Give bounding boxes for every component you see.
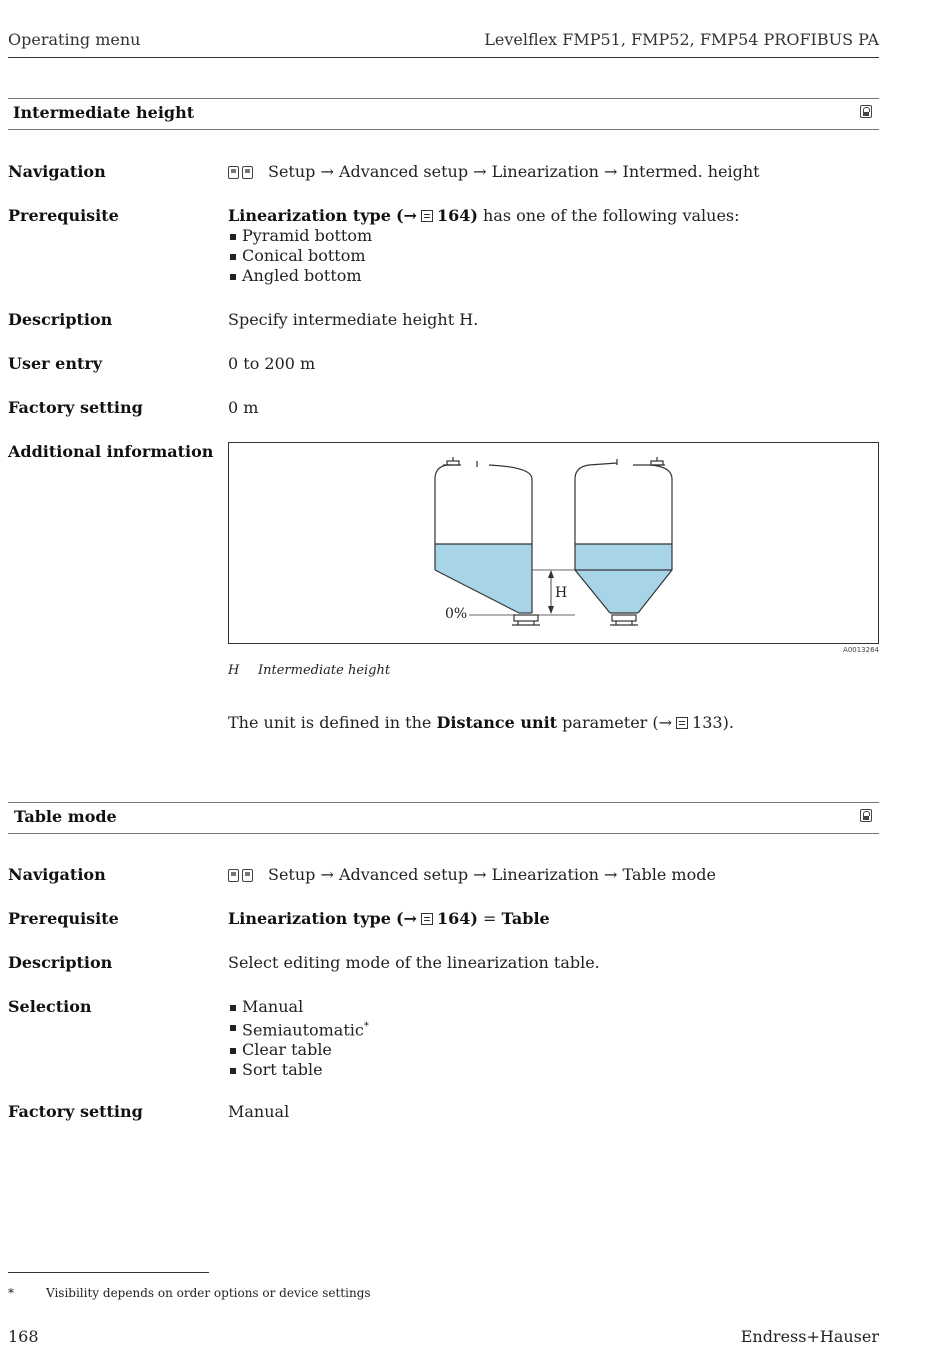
prerequisite-table-value: Table <box>501 909 550 928</box>
footnote-marker: * <box>8 1286 14 1300</box>
header-right: Levelflex FMP51, FMP52, FMP54 PROFIBUS PA <box>484 30 879 49</box>
factory-setting-value: 0 m <box>228 398 259 417</box>
prerequisite-item: Angled bottom <box>228 266 740 286</box>
footnote-text: Visibility depends on order options or device settings <box>46 1286 371 1300</box>
prerequisite-param-link[interactable]: Linearization type <box>228 909 391 928</box>
prerequisite-ref-page[interactable]: 164) <box>436 206 478 225</box>
footnote <box>8 1286 371 1300</box>
navigation-path: Setup → Advanced setup → Linearization → Table mode <box>268 865 716 884</box>
footnote-rule <box>8 1272 209 1273</box>
footnote-marker: * <box>363 1021 369 1032</box>
header-left: Operating menu <box>8 30 141 49</box>
unit-note <box>228 713 734 733</box>
user-entry-label: User entry <box>8 354 103 373</box>
section-bar-table-mode <box>8 802 879 834</box>
zero-percent-label: 0% <box>445 606 468 622</box>
figure-id: A0013264 <box>843 646 879 654</box>
unit-note-pre: The unit is defined in the <box>228 713 432 732</box>
description-value: Select editing mode of the linearization table. <box>228 953 600 972</box>
prerequisite-label: Prerequisite <box>8 909 119 928</box>
additional-information-label: Additional information <box>8 442 214 461</box>
lock-icon <box>860 809 872 822</box>
description-value: Specify intermediate height H. <box>228 310 479 329</box>
navigation-value <box>228 865 716 886</box>
prerequisite-equals: = <box>483 909 497 928</box>
page-number: 168 <box>8 1327 39 1346</box>
page-reference-icon <box>421 913 433 925</box>
navigation-value <box>228 162 760 183</box>
section-title: Table mode <box>14 807 117 826</box>
tank-diagram <box>229 443 878 643</box>
selection-item: Clear table <box>228 1040 369 1060</box>
keypad-icon <box>228 866 256 886</box>
unit-note-mid: parameter (→ <box>562 713 673 732</box>
prerequisite-item: Conical bottom <box>228 246 740 266</box>
prerequisite-param-link[interactable]: Linearization type <box>228 206 391 225</box>
section-bar-intermediate-height <box>8 98 879 130</box>
page-reference-icon <box>421 210 433 222</box>
selection-label: Selection <box>8 997 92 1016</box>
description-label: Description <box>8 953 113 972</box>
prerequisite-value <box>228 206 740 286</box>
factory-setting-label: Factory setting <box>8 1102 143 1121</box>
figure-caption <box>228 663 390 678</box>
header-rule <box>8 57 879 58</box>
prerequisite-ref-open: (→ <box>395 206 417 225</box>
page-reference-icon <box>676 717 688 729</box>
factory-setting-value: Manual <box>228 1102 290 1121</box>
selection-item: Manual <box>228 997 369 1017</box>
description-label: Description <box>8 310 113 329</box>
section-title: Intermediate height <box>13 103 195 122</box>
prerequisite-text: has one of the following values: <box>483 206 740 225</box>
selection-list <box>228 997 369 1080</box>
factory-setting-label: Factory setting <box>8 398 143 417</box>
height-h-label: H <box>555 585 568 601</box>
prerequisite-item: Pyramid bottom <box>228 226 740 246</box>
footer-brand: Endress+Hauser <box>740 1327 879 1346</box>
prerequisite-label: Prerequisite <box>8 206 119 225</box>
navigation-label: Navigation <box>8 865 106 884</box>
tank-figure <box>228 442 879 644</box>
navigation-path: Setup → Advanced setup → Linearization → Intermed. height <box>268 162 760 181</box>
user-entry-value: 0 to 200 m <box>228 354 316 373</box>
keypad-icon <box>228 163 256 183</box>
selection-item: Semiautomatic* <box>228 1017 369 1040</box>
selection-item: Sort table <box>228 1060 369 1080</box>
lock-icon <box>860 105 872 118</box>
navigation-label: Navigation <box>8 162 106 181</box>
distance-unit-link[interactable]: Distance unit <box>436 713 558 732</box>
unit-note-page[interactable]: 133). <box>692 713 734 732</box>
caption-text: Intermediate height <box>258 663 391 678</box>
prerequisite-ref-page[interactable]: 164) <box>436 909 478 928</box>
prerequisite-ref-open: (→ <box>395 909 417 928</box>
caption-symbol: H <box>228 663 240 678</box>
prerequisite-value <box>228 909 550 929</box>
